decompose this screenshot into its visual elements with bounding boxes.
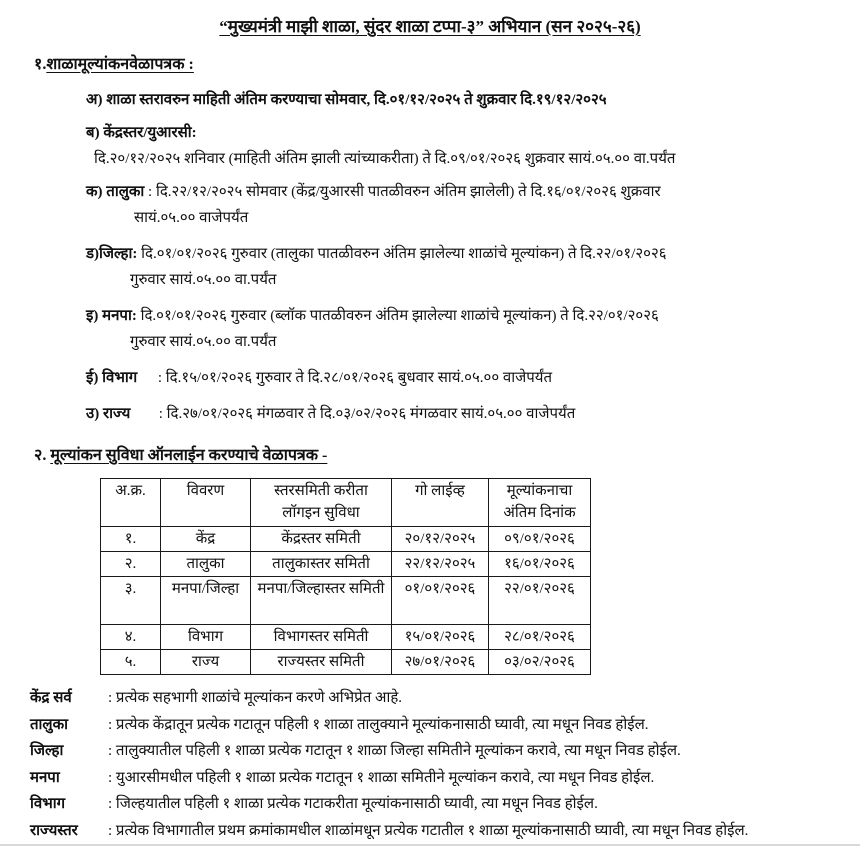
schedule-item-ii	[86, 365, 776, 391]
table-cell: २८/०१/२०२६	[489, 625, 591, 650]
note-text: : जिल्हयातील पहिली १ शाळा प्रत्येक गटाकरीता मूल्यांकनासाठी घ्यावी, त्या मधून निवड होईल.	[108, 796, 598, 812]
item-i-detail: गुरुवार सायं.०५.०० वा.पर्यंत	[130, 334, 277, 350]
table-cell: केंद्रस्तर समिती	[251, 527, 392, 552]
note-label: राज्यस्तर	[30, 822, 78, 839]
item-a-text: शाळा स्तरावरुन माहिती अंतिम करण्याचा सोमवार, दि.०१/१२/२०२५ ते शुक्रवार दि.१९/१२/२०२५	[106, 92, 607, 108]
note-text: : युआरसीमधील पहिली १ शाळा प्रत्येक गटातून १ शाळा समितीने मूल्यांकन करावे, त्या मधून निवड होईल.	[108, 769, 655, 786]
table-cell: २२/०१/२०२६	[489, 577, 591, 625]
item-a-marker: अ)	[86, 92, 103, 108]
schedule-item-b	[86, 120, 776, 172]
note-text: : प्रत्येक केंद्रातून प्रत्येक गटातून पहिली १ शाळा तालुक्याने मूल्यांकनासाठी घ्यावी, त्या मधून निवड होईल.	[108, 716, 649, 733]
evaluation-schedule-table	[100, 478, 591, 675]
note-label: विभाग	[30, 796, 66, 812]
table-cell: ०९/०१/२०२६	[489, 527, 591, 552]
note-text: : तालुक्यातील पहिली १ शाळा प्रत्येक गटातून १ शाळा जिल्हा समितीने मूल्यांकन करावे, त्या मधून निवड होईल.	[108, 743, 681, 759]
schedule-item-dd	[86, 241, 776, 293]
table-row-taluka	[101, 552, 591, 577]
table-cell: तालुका	[161, 552, 251, 577]
table-cell: राज्यस्तर समिती	[251, 650, 392, 675]
item-ii-marker: ई)	[86, 370, 99, 386]
header-final-date: मूल्यांकनाचा अंतिम दिनांक	[489, 479, 591, 527]
table-cell: मनपा/जिल्हास्तर समिती	[251, 577, 392, 625]
item-b-label: केंद्रस्तर/युआरसी:	[103, 125, 197, 141]
item-k-text: : दि.२२/१२/२०२५ सोमवार (केंद्र/युआरसी पातळीवरुन अंतिम झालेली) ते दि.१६/०१/२०२६ शुक्रवार	[148, 184, 661, 200]
item-b-marker: ब)	[86, 125, 100, 141]
note-mnp	[30, 765, 836, 792]
item-ii-label: विभाग	[102, 370, 138, 386]
table-cell: २७/०१/२०२६	[392, 650, 489, 675]
header-description: विवरण	[161, 479, 251, 527]
item-i-text: दि.०१/०१/२०२६ गुरुवार (ब्लॉक पातळीवरुन अंतिम झालेल्या शाळांचे मूल्यांकन) ते दि.२२/०१/२०२६	[140, 308, 659, 324]
note-label: तालुका	[30, 716, 69, 733]
table-cell: २०/१२/२०२५	[392, 527, 489, 552]
item-i-label: मनपा:	[102, 308, 137, 324]
schedule-item-i	[86, 303, 776, 355]
note-kendra-sarva	[30, 685, 836, 712]
schedule-list	[86, 87, 860, 427]
section-2-heading	[34, 443, 860, 465]
note-label: मनपा	[30, 769, 60, 786]
item-ii-text: : दि.१५/०१/२०२६ गुरुवार ते दि.२८/०१/२०२६ बुधवार सायं.०५.०० वाजेपर्यंत	[157, 370, 552, 386]
section-2-heading-text: मूल्यांकन सुविधा ऑनलाईन करण्याचे वेळापत्रक -	[50, 447, 328, 464]
header-serial-no: अ.क्र.	[101, 479, 161, 527]
table-cell: २.	[101, 552, 161, 577]
table-cell: मनपा/जिल्हा	[161, 577, 251, 625]
table-cell: ५.	[101, 650, 161, 675]
item-u-marker: उ)	[86, 406, 100, 422]
notes-section	[30, 685, 836, 844]
table-cell: १६/०१/२०२६	[489, 552, 591, 577]
note-text: : प्रत्येक विभागातील प्रथम क्रमांकामधील शाळांमधून प्रत्येक गटातील १ शाळा मूल्यांकनासाठी घ्यावी, त्या मधून निवड होईल.	[108, 822, 749, 839]
section-1-heading	[34, 52, 860, 74]
note-jilha	[30, 738, 836, 765]
item-dd-marker: ड)	[86, 246, 100, 262]
item-dd-detail: गुरुवार सायं.०५.०० वा.पर्यंत	[130, 272, 277, 288]
item-b-detail: दि.२०/१२/२०२५ शनिवार (माहिती अंतिम झाली त्यांच्याकरीता) ते दि.०९/०१/२०२६ शुक्रवार सायं.०५.०० वा.पर्यंत	[94, 151, 676, 167]
table-cell: विभाग	[161, 625, 251, 650]
item-i-marker: इ)	[86, 308, 99, 324]
table-cell: ४.	[101, 625, 161, 650]
table-cell: २२/१२/२०२५	[392, 552, 489, 577]
note-label: जिल्हा	[30, 743, 64, 759]
table-cell: विभागस्तर समिती	[251, 625, 392, 650]
header-login-facility: स्तरसमिती करीता लॉगइन सुविधा	[251, 479, 392, 527]
table-cell: ३.	[101, 577, 161, 625]
table-header-row	[101, 479, 591, 527]
schedule-item-u	[86, 401, 776, 427]
table-cell: ०१/०१/२०२६	[392, 577, 489, 625]
section-1-number: १.	[34, 56, 47, 73]
note-taluka	[30, 712, 836, 739]
item-k-label: तालुका	[106, 184, 145, 200]
item-k-detail: सायं.०५.०० वाजेपर्यंत	[134, 210, 249, 226]
table-cell: १५/०१/२०२६	[392, 625, 489, 650]
item-u-text: : दि.२७/०१/२०२६ मंगळवार ते दि.०३/०२/२०२६ मंगळवार सायं.०५.०० वाजेपर्यंत	[158, 406, 576, 422]
table-cell: केंद्र	[161, 527, 251, 552]
schedule-item-a	[86, 87, 776, 113]
note-vibhag	[30, 791, 836, 818]
section-1-heading-text: शाळामूल्यांकनवेळापत्रक :	[46, 56, 194, 73]
note-text: : प्रत्येक सहभागी शाळांचे मूल्यांकन करणे अभिप्रेत आहे.	[108, 690, 403, 706]
table-cell: ०३/०२/२०२६	[489, 650, 591, 675]
table-row-kendra	[101, 527, 591, 552]
item-k-marker: क)	[86, 184, 103, 200]
item-dd-label: जिल्हा:	[99, 246, 138, 262]
item-u-label: राज्य	[102, 406, 131, 422]
table-cell: राज्य	[161, 650, 251, 675]
table-cell: १.	[101, 527, 161, 552]
item-dd-text: दि.०१/०१/२०२६ गुरुवार (तालुका पातळीवरुन अंतिम झालेल्या शाळांचे मूल्यांकन) ते दि.२२/०१/२०२६	[141, 246, 667, 262]
note-rajyastar	[30, 818, 836, 845]
table-row-mnp-jilha	[101, 577, 591, 625]
header-go-live: गो लाईव्ह	[392, 479, 489, 527]
schedule-item-k	[86, 179, 776, 231]
note-label: केंद्र सर्व	[30, 690, 72, 706]
table-row-vibhag	[101, 625, 591, 650]
table-cell: तालुकास्तर समिती	[251, 552, 392, 577]
table-row-rajya	[101, 650, 591, 675]
section-2-number: २.	[34, 447, 47, 464]
document-title: “मुख्यमंत्री माझी शाळा, सुंदर शाळा टप्पा-३” अभियान (सन २०२५-२६)	[219, 17, 641, 36]
